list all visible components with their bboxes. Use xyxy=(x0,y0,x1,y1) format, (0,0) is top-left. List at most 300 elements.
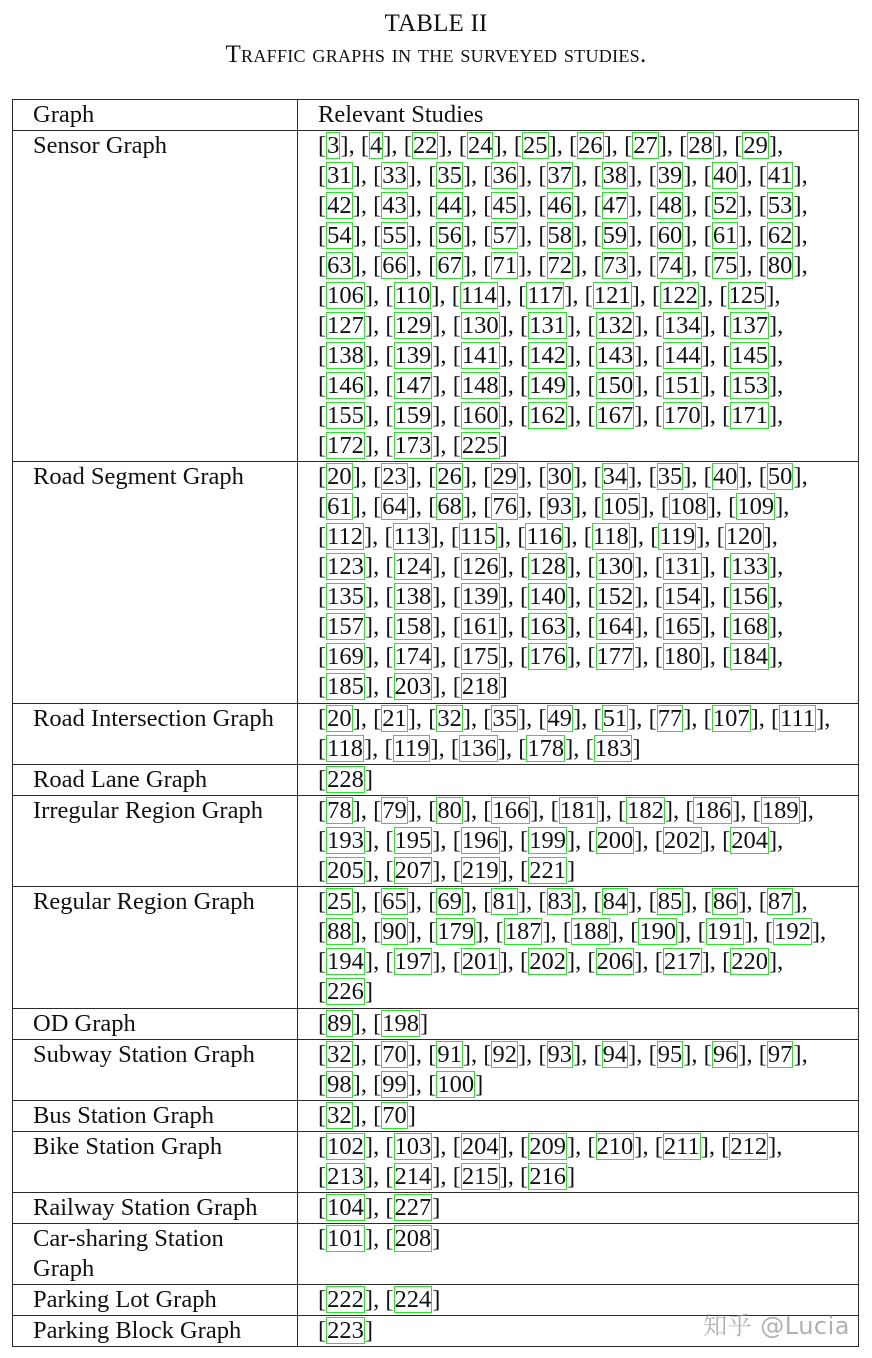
citation-number: 43 xyxy=(382,192,407,219)
citation-link[interactable]: [139], xyxy=(452,583,514,610)
citation-link[interactable]: [206], xyxy=(587,948,649,975)
citation-link[interactable]: [219], xyxy=(452,857,514,884)
citation-number: 214 xyxy=(394,1163,432,1190)
citation-link[interactable]: [20], xyxy=(318,705,367,732)
citation-link[interactable]: [106], xyxy=(318,282,380,309)
citation-link[interactable]: [31], xyxy=(318,162,367,189)
citation-link[interactable]: [104], xyxy=(318,1194,380,1221)
citation-link[interactable]: [180], xyxy=(654,643,716,670)
citation-link[interactable]: [165], xyxy=(654,613,716,640)
citation-link[interactable]: [79], xyxy=(373,797,423,824)
citation-link[interactable]: [65], xyxy=(373,888,423,915)
citation-link[interactable]: [28], xyxy=(679,132,729,159)
citation-link[interactable]: [130], xyxy=(452,312,514,339)
citation-link[interactable]: [222], xyxy=(318,1286,380,1313)
citation-link[interactable]: [174], xyxy=(385,643,447,670)
citation-number: 165 xyxy=(663,613,701,640)
citation-link[interactable]: [164], xyxy=(587,613,649,640)
citation-link[interactable]: [215], xyxy=(452,1163,514,1190)
citation-link[interactable]: [205], xyxy=(318,857,380,884)
citation-link[interactable]: [42], xyxy=(318,192,367,219)
citation-link[interactable]: [3], xyxy=(318,132,355,159)
citation-link[interactable]: [149], xyxy=(520,372,582,399)
citation-link[interactable]: [201], xyxy=(452,948,514,975)
citation-link[interactable]: [133], xyxy=(722,553,784,580)
citation-link[interactable]: [182], xyxy=(617,797,680,824)
table-row xyxy=(13,1101,859,1132)
citation-link[interactable]: [140], xyxy=(520,583,582,610)
citation-link[interactable]: [41], xyxy=(758,162,808,189)
citation-link[interactable]: [200], xyxy=(587,827,649,854)
citation-number: 47 xyxy=(602,192,628,219)
citation-number: 22 xyxy=(412,132,438,159)
citation-link[interactable]: [98], xyxy=(318,1071,367,1098)
citation-link[interactable]: [70], xyxy=(373,1041,423,1068)
citation-link[interactable]: [97], xyxy=(758,1041,808,1068)
citation-link[interactable]: [126], xyxy=(452,553,514,580)
table-caption-subtitle: Traffic graphs in the surveyed studies. xyxy=(225,41,647,68)
citation-number: 35 xyxy=(492,705,517,732)
citation-link[interactable]: [37], xyxy=(538,162,588,189)
citation-link[interactable]: [57], xyxy=(483,222,533,249)
citation-link[interactable]: [89], xyxy=(318,1010,367,1037)
citation-link[interactable]: [101], xyxy=(318,1225,380,1252)
citation-number: 204 xyxy=(731,827,768,854)
citation-number: 159 xyxy=(394,402,432,429)
citation-number: 32 xyxy=(437,705,462,732)
citation-link[interactable]: [158], xyxy=(385,613,447,640)
citation-link[interactable]: [114], xyxy=(451,282,513,309)
citation-number: 21 xyxy=(382,705,407,732)
graph-type-cell: OD Graph xyxy=(13,1009,298,1040)
citation-link[interactable]: [103], xyxy=(385,1133,447,1160)
citation-link[interactable]: [53], xyxy=(758,192,808,219)
citation-link[interactable]: [90], xyxy=(373,918,423,945)
citation-link[interactable]: [137], xyxy=(722,312,784,339)
citation-link[interactable]: [203], xyxy=(385,673,447,700)
citation-link[interactable]: [196], xyxy=(452,827,514,854)
citation-link[interactable]: [141], xyxy=(452,342,514,369)
citation-link[interactable]: [35], xyxy=(648,463,698,490)
citation-link[interactable]: [77], xyxy=(648,705,698,732)
citation-number: 166 xyxy=(492,797,530,824)
citation-link[interactable]: [153], xyxy=(722,372,784,399)
citation-link[interactable]: [139], xyxy=(385,342,447,369)
citation-number: 160 xyxy=(461,402,499,429)
citation-link[interactable]: [204], xyxy=(452,1133,514,1160)
citation-link[interactable]: [51], xyxy=(593,705,643,732)
citation-link[interactable]: [24], xyxy=(458,132,508,159)
citation-link[interactable]: [61], xyxy=(318,493,367,520)
citation-link[interactable]: [84], xyxy=(593,888,643,915)
citation-link[interactable]: [105], xyxy=(593,493,655,520)
citation-link[interactable]: [128], xyxy=(520,553,582,580)
citation-link[interactable]: [155], xyxy=(318,402,380,429)
citation-link[interactable]: [187], xyxy=(495,918,557,945)
citation-link[interactable]: [73], xyxy=(593,252,643,279)
citation-link[interactable]: [146], xyxy=(318,372,380,399)
citation-link[interactable]: [157], xyxy=(318,613,380,640)
citation-link[interactable]: [26], xyxy=(568,132,618,159)
citation-link[interactable]: [109], xyxy=(728,493,790,520)
citation-number: 154 xyxy=(663,583,701,610)
citation-number: 26 xyxy=(578,132,603,159)
citation-link[interactable]: [129], xyxy=(385,312,447,339)
citation-link[interactable]: [186], xyxy=(685,797,747,824)
graph-type-cell: Road Lane Graph xyxy=(13,765,298,796)
citation-link[interactable]: [167], xyxy=(587,402,649,429)
citation-number: 56 xyxy=(437,222,462,249)
citation-link[interactable]: [192], xyxy=(764,918,827,945)
citation-link[interactable]: [143], xyxy=(587,342,649,369)
citation-link[interactable]: [75], xyxy=(703,252,753,279)
citation-link[interactable]: [95], xyxy=(648,1041,698,1068)
citation-link[interactable]: [32], xyxy=(318,1102,367,1129)
citation-link[interactable]: [161], xyxy=(452,613,514,640)
citation-link[interactable]: [113], xyxy=(384,523,445,550)
citation-link[interactable]: [138], xyxy=(318,342,380,369)
citation-link[interactable]: [33], xyxy=(373,162,423,189)
citation-number: 77 xyxy=(657,705,683,732)
citation-link[interactable]: [185], xyxy=(318,673,380,700)
citation-link[interactable]: [80], xyxy=(428,797,478,824)
citation-number: 208 xyxy=(394,1225,432,1252)
citation-link[interactable]: [218] xyxy=(452,673,508,700)
citation-link[interactable]: [159], xyxy=(385,402,447,429)
citation-link[interactable]: [166], xyxy=(483,797,545,824)
citation-link[interactable]: [27], xyxy=(624,132,674,159)
citation-number: 126 xyxy=(461,553,499,580)
citation-link[interactable]: [147], xyxy=(385,372,447,399)
citation-link[interactable]: [52], xyxy=(703,192,753,219)
citation-number: 86 xyxy=(712,888,738,915)
citation-link[interactable]: [131], xyxy=(520,312,582,339)
citation-link[interactable]: [72], xyxy=(538,252,588,279)
citation-link[interactable]: [40], xyxy=(703,463,753,490)
citation-link[interactable]: [76], xyxy=(483,493,533,520)
citation-number: 199 xyxy=(529,827,566,854)
citation-link[interactable]: [120], xyxy=(716,523,778,550)
citation-link[interactable]: [23], xyxy=(373,463,423,490)
citation-link[interactable]: [142], xyxy=(520,342,582,369)
citation-link[interactable]: [184], xyxy=(722,643,784,670)
citation-link[interactable]: [175], xyxy=(452,643,514,670)
citation-number: 66 xyxy=(382,252,407,279)
citation-link[interactable]: [152], xyxy=(587,583,649,610)
citation-link[interactable]: [110], xyxy=(385,282,446,309)
citation-link[interactable]: [156], xyxy=(722,583,784,610)
citation-link[interactable]: [39], xyxy=(648,162,698,189)
citation-link[interactable]: [212], xyxy=(721,1133,783,1160)
citation-link[interactable]: [49], xyxy=(538,705,588,732)
citation-link[interactable]: [176], xyxy=(520,643,582,670)
citation-link[interactable]: [60], xyxy=(648,222,698,249)
citation-link[interactable]: [62], xyxy=(758,222,808,249)
citation-link[interactable]: [112], xyxy=(318,523,379,550)
citation-link[interactable]: [25], xyxy=(318,888,367,915)
citation-number: 113 xyxy=(393,523,430,550)
citation-link[interactable]: [50], xyxy=(758,463,808,490)
citation-number: 88 xyxy=(327,918,352,945)
citation-link[interactable]: [197], xyxy=(385,948,447,975)
citation-link[interactable]: [81], xyxy=(483,888,533,915)
table-row xyxy=(13,462,859,704)
citation-link[interactable]: [217], xyxy=(654,948,716,975)
citation-link[interactable]: [195], xyxy=(385,827,447,854)
citation-link[interactable]: [92], xyxy=(483,1041,533,1068)
citation-link[interactable]: [119], xyxy=(384,735,445,762)
citation-link[interactable]: [70] xyxy=(373,1102,416,1129)
citation-number: 84 xyxy=(602,888,628,915)
citation-link[interactable]: [210], xyxy=(587,1133,649,1160)
citation-number: 26 xyxy=(437,463,462,490)
citation-link[interactable]: [171], xyxy=(722,402,784,429)
citation-link[interactable]: [220], xyxy=(722,948,784,975)
citation-link[interactable]: [68], xyxy=(428,493,478,520)
citation-link[interactable]: [134], xyxy=(654,312,716,339)
citation-link[interactable]: [221] xyxy=(520,857,576,884)
citation-link[interactable]: [194], xyxy=(318,948,380,975)
citation-link[interactable]: [91], xyxy=(428,1041,478,1068)
citation-link[interactable]: [21], xyxy=(373,705,423,732)
citation-link[interactable]: [132], xyxy=(587,312,649,339)
citation-link[interactable]: [151], xyxy=(654,372,716,399)
citation-link[interactable]: [225] xyxy=(452,432,508,459)
relevant-studies-cell xyxy=(298,887,859,1009)
citation-link[interactable]: [224] xyxy=(385,1286,441,1313)
citation-link[interactable]: [163], xyxy=(520,613,582,640)
citation-link[interactable]: [45], xyxy=(483,192,533,219)
citation-link[interactable]: [36], xyxy=(483,162,533,189)
citation-number: 31 xyxy=(327,162,352,189)
citation-link[interactable]: [190], xyxy=(630,918,692,945)
citation-link[interactable]: [116], xyxy=(517,523,578,550)
graph-type-cell: Irregular Region Graph xyxy=(13,796,298,887)
citation-link[interactable]: [22], xyxy=(403,132,453,159)
table-row xyxy=(13,1040,859,1101)
citation-link[interactable]: [181], xyxy=(550,797,612,824)
citation-link[interactable]: [83], xyxy=(538,888,588,915)
citation-link[interactable]: [130], xyxy=(587,553,649,580)
citation-link[interactable]: [59], xyxy=(593,222,643,249)
citation-link[interactable]: [94], xyxy=(593,1041,643,1068)
citation-link[interactable]: [150], xyxy=(587,372,649,399)
citation-link[interactable]: [30], xyxy=(538,463,588,490)
citation-link[interactable]: [40], xyxy=(703,162,753,189)
citation-number: 171 xyxy=(731,402,768,429)
citation-link[interactable]: [35], xyxy=(483,705,533,732)
citation-link[interactable]: [123], xyxy=(318,553,380,580)
citation-link[interactable]: [63], xyxy=(318,252,367,279)
citation-link[interactable]: [74], xyxy=(648,252,698,279)
table-header-row xyxy=(13,100,859,131)
citation-number: 110 xyxy=(394,282,431,309)
citation-link[interactable]: [178], xyxy=(518,735,580,762)
citation-link[interactable]: [191], xyxy=(697,918,759,945)
citation-number: 53 xyxy=(767,192,793,219)
citation-link[interactable]: [122], xyxy=(652,282,714,309)
citation-link[interactable]: [38], xyxy=(593,162,643,189)
citation-link[interactable]: [87], xyxy=(758,888,808,915)
citation-link[interactable]: [78], xyxy=(318,797,367,824)
citation-link[interactable]: [54], xyxy=(318,222,367,249)
citation-number: 28 xyxy=(688,132,713,159)
table-row xyxy=(13,1009,859,1040)
table-row xyxy=(13,1193,859,1224)
citation-number: 60 xyxy=(657,222,683,249)
citation-link[interactable]: [189], xyxy=(752,797,814,824)
citation-link[interactable]: [179], xyxy=(428,918,490,945)
citation-number: 210 xyxy=(596,1133,634,1160)
citation-link[interactable]: [20], xyxy=(318,463,367,490)
citation-link[interactable]: [118], xyxy=(318,735,379,762)
citation-link[interactable]: [99], xyxy=(373,1071,423,1098)
graph-type-cell: Subway Station Graph xyxy=(13,1040,298,1101)
citation-link[interactable]: [202], xyxy=(654,827,716,854)
graph-type-cell: Railway Station Graph xyxy=(13,1193,298,1224)
citation-number: 127 xyxy=(327,312,364,339)
citation-number: 170 xyxy=(663,402,701,429)
citation-link[interactable]: [228] xyxy=(318,766,374,793)
citation-link[interactable]: [124], xyxy=(385,553,447,580)
citation-link[interactable]: [61], xyxy=(703,222,753,249)
citation-number: 78 xyxy=(327,797,352,824)
citation-number: 195 xyxy=(394,827,432,854)
citation-link[interactable]: [102], xyxy=(318,1133,380,1160)
citation-link[interactable]: [199], xyxy=(520,827,582,854)
citation-link[interactable]: [56], xyxy=(428,222,478,249)
citation-link[interactable]: [29], xyxy=(734,132,784,159)
relevant-studies-cell xyxy=(298,765,859,796)
citation-number: 201 xyxy=(461,948,499,975)
citation-number: 137 xyxy=(731,312,768,339)
citation-link[interactable]: [135], xyxy=(318,583,380,610)
citation-link[interactable]: [111], xyxy=(771,705,831,732)
citation-link[interactable]: [55], xyxy=(373,222,423,249)
citation-link[interactable]: [47], xyxy=(593,192,643,219)
citation-link[interactable]: [162], xyxy=(520,402,582,429)
citation-number: 69 xyxy=(437,888,462,915)
citation-link[interactable]: [71], xyxy=(483,252,533,279)
citation-link[interactable]: [100] xyxy=(428,1071,484,1098)
citation-number: 161 xyxy=(461,613,499,640)
citation-number: 62 xyxy=(767,222,793,249)
citation-link[interactable]: [4], xyxy=(360,132,398,159)
citation-link[interactable]: [58], xyxy=(538,222,588,249)
citation-link[interactable]: [118], xyxy=(583,523,645,550)
citation-link[interactable]: [26], xyxy=(428,463,478,490)
citation-link[interactable]: [169], xyxy=(318,643,380,670)
citation-link[interactable]: [125], xyxy=(719,282,781,309)
citation-link[interactable]: [127], xyxy=(318,312,380,339)
citation-link[interactable]: [170], xyxy=(654,402,716,429)
citation-link[interactable]: [216] xyxy=(520,1163,576,1190)
citation-link[interactable]: [43], xyxy=(373,192,423,219)
citation-link[interactable]: [172], xyxy=(318,432,380,459)
table-row xyxy=(13,704,859,765)
citation-link[interactable]: [144], xyxy=(654,342,716,369)
citation-link[interactable]: [85], xyxy=(648,888,698,915)
citation-number: 143 xyxy=(596,342,634,369)
citation-link[interactable]: [207], xyxy=(385,857,447,884)
citation-link[interactable]: [29], xyxy=(483,463,533,490)
citation-link[interactable]: [211], xyxy=(654,1133,716,1160)
citation-link[interactable]: [93], xyxy=(538,1041,588,1068)
citation-link[interactable]: [168], xyxy=(722,613,784,640)
citation-link[interactable]: [46], xyxy=(538,192,588,219)
citation-link[interactable]: [121], xyxy=(584,282,646,309)
citation-link[interactable]: [80], xyxy=(758,252,808,279)
citation-number: 67 xyxy=(437,252,462,279)
citation-link[interactable]: [213], xyxy=(318,1163,380,1190)
citation-number: 139 xyxy=(394,342,432,369)
citation-link[interactable]: [145], xyxy=(722,342,784,369)
citation-number: 167 xyxy=(596,402,634,429)
citation-link[interactable]: [115], xyxy=(450,523,512,550)
citation-link[interactable]: [188], xyxy=(562,918,625,945)
citation-link[interactable]: [177], xyxy=(587,643,649,670)
citation-link[interactable]: [138], xyxy=(385,583,447,610)
citation-link[interactable]: [208] xyxy=(385,1225,441,1252)
table-row xyxy=(13,796,859,887)
citation-link[interactable]: [64], xyxy=(373,493,423,520)
citation-link[interactable]: [96], xyxy=(703,1041,753,1068)
relevant-studies-cell xyxy=(298,1040,859,1101)
citation-link[interactable]: [107], xyxy=(703,705,765,732)
citation-link[interactable]: [66], xyxy=(373,252,423,279)
citation-link[interactable]: [226] xyxy=(318,978,374,1005)
citation-link[interactable]: [48], xyxy=(648,192,698,219)
citation-link[interactable]: [117], xyxy=(518,282,579,309)
citation-link[interactable]: [34], xyxy=(593,463,643,490)
citation-link[interactable]: [227] xyxy=(385,1194,441,1221)
citation-link[interactable]: [202], xyxy=(520,948,582,975)
citation-link[interactable]: [154], xyxy=(654,583,716,610)
citation-number: 217 xyxy=(663,948,701,975)
citation-link[interactable]: [25], xyxy=(513,132,563,159)
citation-link[interactable]: [93], xyxy=(538,493,588,520)
citation-link[interactable]: [108], xyxy=(660,493,723,520)
citation-link[interactable]: [148], xyxy=(452,372,514,399)
citation-link[interactable]: [160], xyxy=(452,402,514,429)
citation-number: 194 xyxy=(327,948,364,975)
citation-link[interactable]: [136], xyxy=(450,735,513,762)
citation-number: 155 xyxy=(327,402,364,429)
citation-number: 102 xyxy=(327,1133,364,1160)
citation-link[interactable]: [209], xyxy=(520,1133,582,1160)
citation-link[interactable]: [44], xyxy=(428,192,478,219)
citation-number: 87 xyxy=(767,888,793,915)
citation-link[interactable]: [214], xyxy=(385,1163,447,1190)
citation-link[interactable]: [173], xyxy=(385,432,447,459)
citation-link[interactable]: [32], xyxy=(318,1041,367,1068)
citation-link[interactable]: [35], xyxy=(428,162,478,189)
citation-link[interactable]: [131], xyxy=(654,553,716,580)
citation-link[interactable]: [119], xyxy=(650,523,711,550)
citation-link[interactable]: [88], xyxy=(318,918,367,945)
graph-type-cell: Car-sharing Station Graph xyxy=(13,1224,298,1285)
citation-link[interactable]: [198] xyxy=(373,1010,429,1037)
citation-link[interactable]: [223] xyxy=(318,1317,374,1344)
citation-number: 33 xyxy=(382,162,407,189)
citation-link[interactable]: [69], xyxy=(428,888,478,915)
citation-link[interactable]: [32], xyxy=(428,705,478,732)
citation-link[interactable]: [183] xyxy=(585,735,641,762)
citation-link[interactable]: [204], xyxy=(722,827,784,854)
citation-link[interactable]: [67], xyxy=(428,252,478,279)
citation-link[interactable]: [86], xyxy=(703,888,753,915)
citation-link[interactable]: [193], xyxy=(318,827,380,854)
